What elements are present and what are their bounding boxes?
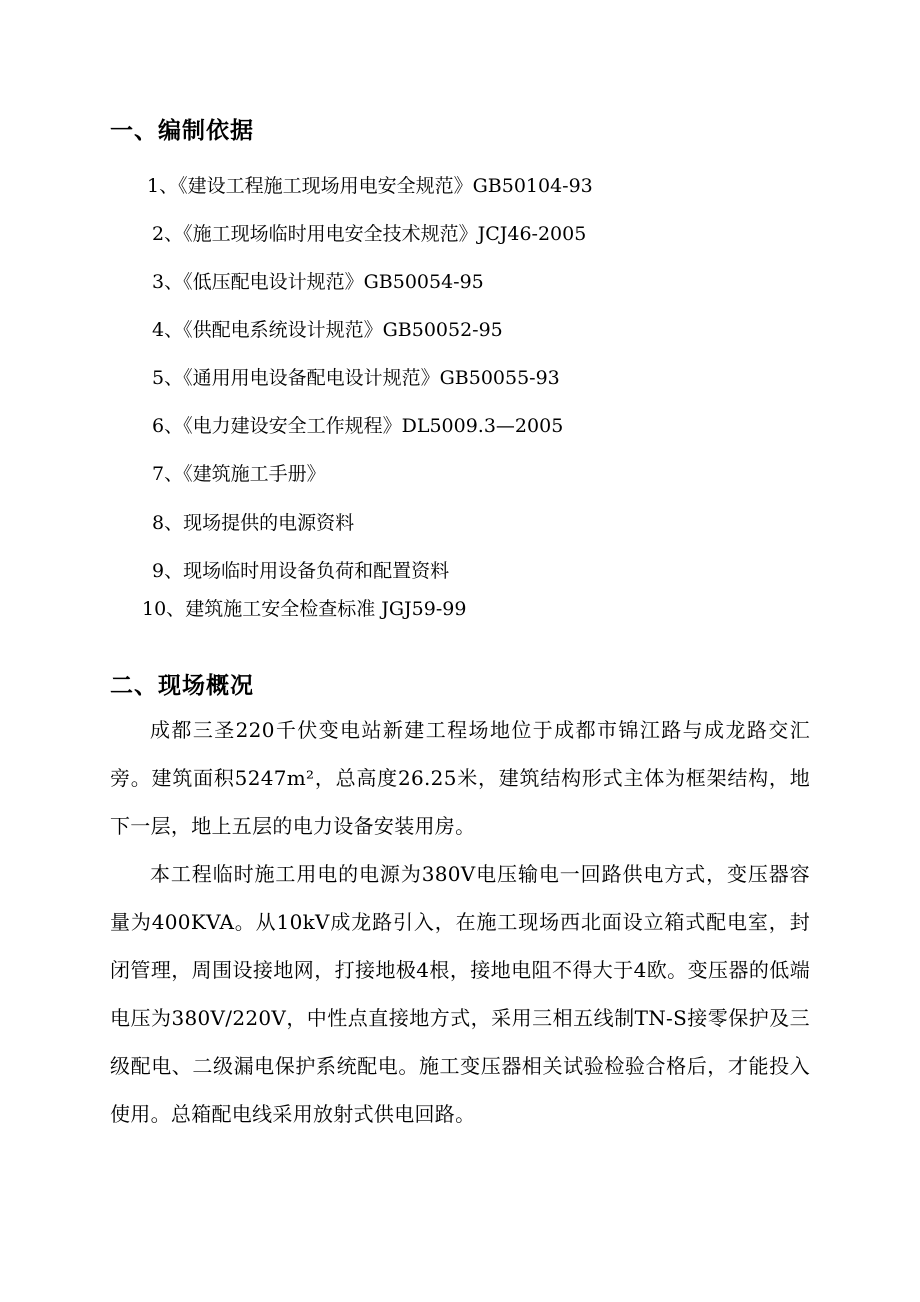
reference-item bbox=[152, 414, 563, 438]
reference-text: 现场临时用设备负荷和配置资料 bbox=[183, 560, 450, 582]
reference-number: 7、 bbox=[152, 463, 184, 485]
overview-paragraph: 成都三圣220千伏变电站新建工程场地位于成都市锦江路与成龙路交汇旁。建筑面积5247m²，总高度26.25米，建筑结构形式主体为框架结构，地下一层，地上五层的电力设备安装用房。 bbox=[110, 718, 810, 838]
reference-number: 10、 bbox=[142, 598, 186, 620]
reference-number: 4、 bbox=[152, 319, 184, 341]
reference-number: 3、 bbox=[152, 271, 184, 293]
reference-number: 2、 bbox=[152, 223, 184, 245]
reference-item bbox=[152, 462, 326, 486]
reference-text: 《建筑施工手册》 bbox=[183, 463, 326, 485]
section-heading-site-overview: 二、现场概况 bbox=[110, 673, 254, 699]
reference-item bbox=[152, 270, 484, 294]
reference-text: 《施工现场临时用电安全技术规范》JCJ46-2005 bbox=[183, 223, 587, 245]
reference-text: 现场提供的电源资料 bbox=[183, 512, 355, 534]
reference-item bbox=[152, 559, 449, 583]
reference-number: 9、 bbox=[152, 560, 184, 582]
reference-text: 《供配电系统设计规范》GB50052-95 bbox=[183, 319, 503, 341]
reference-item bbox=[152, 318, 503, 342]
reference-text: 《低压配电设计规范》GB50054-95 bbox=[183, 271, 484, 293]
reference-text: 《建设工程施工现场用电安全规范》GB50104-93 bbox=[178, 175, 593, 197]
reference-item bbox=[142, 597, 466, 621]
reference-text: 建筑施工安全检查标准 JGJ59-99 bbox=[185, 598, 467, 620]
reference-number: 6、 bbox=[152, 415, 184, 437]
reference-number: 5、 bbox=[152, 367, 184, 389]
reference-item bbox=[152, 366, 560, 390]
reference-item bbox=[152, 222, 586, 246]
reference-text: 《通用用电设备配电设计规范》GB50055-93 bbox=[183, 367, 560, 389]
reference-number: 8、 bbox=[152, 512, 184, 534]
section-heading-basis: 一、编制依据 bbox=[110, 118, 254, 144]
power-supply-paragraph: 本工程临时施工用电的电源为380V电压输电一回路供电方式，变压器容量为400KVA。从10kV成龙路引入，在施工现场西北面设立箱式配电室，封闭管理，周围设接地网，打接地极4根，接地电阻不得大于4欧。变压器的低端电压为380V/220V，中性点直接地方式，采用三相五线制TN-S接零保护及三级配电、二级漏电保护系统配电。施工变压器相关试验检验合格后，才能投入使用。总箱配电线采用放射式供电回路。 bbox=[110, 862, 810, 1126]
reference-text: 《电力建设安全工作规程》DL5009.3—2005 bbox=[183, 415, 564, 437]
reference-item bbox=[152, 511, 354, 535]
reference-item bbox=[147, 174, 593, 198]
reference-number: 1、 bbox=[147, 175, 179, 197]
